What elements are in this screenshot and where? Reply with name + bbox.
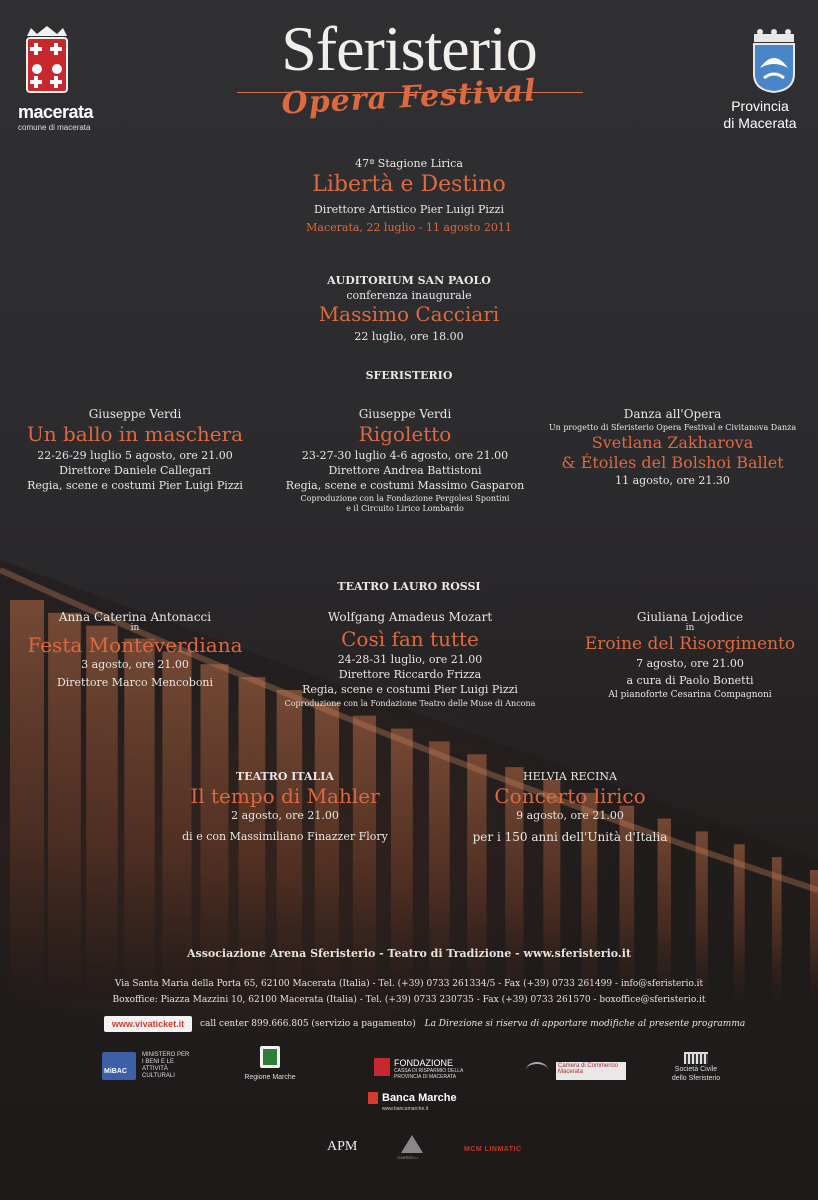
sferisterio-venue: SFERISTERIO	[365, 369, 453, 382]
show-direction: Regia, scene e costumi Massimo Gasparon	[285, 479, 525, 492]
show-title: Svetlana Zakharova	[591, 433, 754, 452]
colonnade-column	[696, 831, 708, 1000]
show-dates: 2 agosto, ore 21.00	[231, 809, 339, 822]
show-performer: di e con Massimiliano Finazzer Flory	[182, 830, 388, 843]
societa-logo	[664, 1052, 734, 1086]
fondazione-logo	[374, 1058, 474, 1082]
provincia-logo	[710, 28, 810, 138]
show-concerto	[420, 770, 720, 844]
provincia-line1: Provincia	[731, 98, 789, 114]
callcenter-line	[200, 1019, 745, 1029]
gabrielli-text: GABRIELLI	[397, 1155, 418, 1160]
camera-text: Camera di Commercio Macerata	[556, 1062, 626, 1080]
colonnade-column	[658, 819, 671, 1000]
address-line: Via Santa Maria della Porta 65, 62100 Macerata (Italia) - Tel. (+39) 0733 261334/5 - Fax (+39) 0733 261499 - info@sferisterio.it	[114, 979, 704, 989]
show-direction: Regia, scene e costumi Pier Luigi Pizzi	[302, 683, 518, 696]
show-conductor: Direttore Daniele Callegari	[59, 464, 211, 477]
show-project-note: Un progetto di Sferisterio Opera Festival e Civitanova Danza	[548, 423, 797, 432]
callcenter-text: call center 899.666.805 (servizio a pagamento)	[200, 1019, 416, 1029]
fondazione-name: FONDAZIONE	[394, 1058, 454, 1068]
comune-subtitle: comune di macerata	[18, 123, 91, 132]
show-dates: 11 agosto, ore 21.30	[615, 474, 730, 487]
show-curator: a cura di Paolo Bonetti	[626, 674, 754, 687]
banca-marche-url: www.bancamarche.it	[382, 1106, 429, 1112]
show-mahler	[150, 770, 420, 843]
show-dates: 24-28-31 luglio, ore 21.00	[337, 653, 483, 666]
show-cosi	[260, 610, 560, 708]
show-author: Giuseppe Verdi	[88, 407, 182, 421]
show-dates: 3 agosto, ore 21.00	[81, 658, 189, 671]
vivaticket-text: www.vivaticket.it	[111, 1019, 185, 1029]
auditorium-speaker: Massimo Cacciari	[318, 302, 500, 326]
societa-arena-icon	[684, 1052, 708, 1064]
camera-bird-icon	[526, 1062, 548, 1078]
banca-marche-icon	[368, 1092, 378, 1104]
banca-marche-logo	[368, 1092, 468, 1118]
regione-shield-icon	[263, 1049, 277, 1065]
provincia-line2: di Macerata	[723, 115, 797, 131]
festival-subtitle: Opera Festival	[280, 73, 538, 122]
show-pianist: Al pianoforte Cesarina Compagnoni	[608, 690, 772, 700]
banca-marche-name: Banca Marche	[382, 1092, 457, 1104]
provincia-crest-icon	[750, 28, 798, 94]
festival-dates: Macerata, 22 luglio - 11 agosto 2011	[306, 221, 512, 234]
auditorium-event: conferenza inaugurale	[346, 289, 472, 302]
mibac-icon	[102, 1052, 136, 1080]
show-ballo	[10, 407, 260, 492]
societa-line2: dello Sferisterio	[671, 1075, 721, 1082]
show-title: Concerto lirico	[494, 784, 646, 808]
auditorium-venue: AUDITORIUM SAN PAOLO	[327, 274, 491, 287]
show-dates: 9 agosto, ore 21.00	[516, 809, 624, 822]
festival-title: Sferisterio	[281, 13, 537, 84]
show-title: Un ballo in maschera	[26, 422, 244, 446]
show-eroine	[570, 610, 810, 700]
association-line: Associazione Arena Sferisterio - Teatro di Tradizione - www.sferisterio.it	[186, 947, 632, 960]
show-venue: TEATRO ITALIA	[236, 770, 334, 783]
show-author: Giuseppe Verdi	[358, 407, 452, 421]
show-danza	[530, 407, 815, 487]
comune-name: macerata	[18, 102, 94, 122]
societa-line1: Società Civile	[674, 1066, 718, 1073]
show-occasion: per i 150 anni dell'Unità d'Italia	[472, 830, 668, 844]
mibac-logo	[102, 1052, 192, 1084]
gabrielli-triangle-icon	[401, 1135, 423, 1153]
show-title: Il tempo di Mahler	[190, 784, 380, 808]
disclaimer-text: La Direzione si riserva di apportare modifiche al presente programma	[424, 1019, 746, 1029]
fondazione-sub: CASSA DI RISPARMIO DELLA PROVINCIA DI MACERATA	[394, 1068, 464, 1080]
show-rigoletto	[274, 407, 536, 513]
apm-logo: APM	[327, 1139, 358, 1154]
season-theme: Libertà e Destino	[312, 172, 506, 197]
camera-logo	[526, 1058, 636, 1082]
regione-text: Regione Marche	[244, 1074, 296, 1081]
fondazione-icon	[374, 1058, 390, 1076]
show-dates: 7 agosto, ore 21.00	[636, 657, 744, 670]
gabrielli-logo	[397, 1135, 427, 1165]
show-title: Rigoletto	[358, 422, 452, 446]
show-title: Eroine del Risorgimento	[584, 634, 796, 654]
show-title: Così fan tutte	[341, 627, 479, 651]
show-title-2: & Étoiles del Bolshoi Ballet	[561, 453, 784, 472]
show-author: Danza all'Opera	[623, 407, 722, 421]
show-coproduction: Coproduzione con la Fondazione Teatro delle Muse di Ancona	[284, 699, 536, 708]
boxoffice-line: Boxoffice: Piazza Mazzini 10, 62100 Macerata (Italia) - Tel. (+39) 0733 230735 - Fax (+39) 0733 261570 - boxoffice@sferisterio.it	[112, 995, 706, 1005]
show-coproduction: Coproduzione con la Fondazione Pergolesi Spontini	[300, 494, 510, 503]
mibac-mark: MiBAC	[104, 1068, 127, 1075]
show-conductor: Direttore Riccardo Frizza	[338, 668, 482, 681]
show-title: Festa Monteverdiana	[27, 633, 243, 657]
vivaticket-badge[interactable]	[104, 1016, 192, 1032]
show-coproduction-2: e il Circuito Lirico Lombardo	[346, 504, 464, 513]
show-in: in	[130, 623, 140, 633]
show-in: in	[685, 623, 695, 633]
lauro-rossi-venue: TEATRO LAURO ROSSI	[337, 580, 481, 593]
show-author: Giuliana Lojodice	[636, 610, 744, 624]
show-conductor: Direttore Andrea Battistoni	[328, 464, 482, 477]
regione-logo	[238, 1046, 302, 1086]
mcm-logo: MCM LINMATIC	[464, 1146, 522, 1153]
show-monteverdiana	[10, 610, 260, 689]
auditorium-date: 22 luglio, ore 18.00	[354, 330, 464, 343]
show-author: Anna Caterina Antonacci	[58, 610, 212, 624]
show-author: Wolfgang Amadeus Mozart	[327, 610, 493, 624]
show-dates: 23-27-30 luglio 4-6 agosto, ore 21.00	[301, 449, 509, 462]
show-direction: Regia, scene e costumi Pier Luigi Pizzi	[27, 479, 243, 492]
season-label: 47ª Stagione Lirica	[355, 157, 463, 170]
show-dates: 22-26-29 luglio 5 agosto, ore 21.00	[37, 449, 233, 462]
mibac-text: MINISTERO PER I BENI E LE ATTIVITÀ CULTURALI	[142, 1052, 190, 1079]
artistic-director: Direttore Artistico Pier Luigi Pizzi	[313, 203, 504, 216]
show-conductor: Direttore Marco Mencoboni	[56, 676, 214, 689]
show-venue: HELVIA RECINA	[523, 770, 617, 783]
